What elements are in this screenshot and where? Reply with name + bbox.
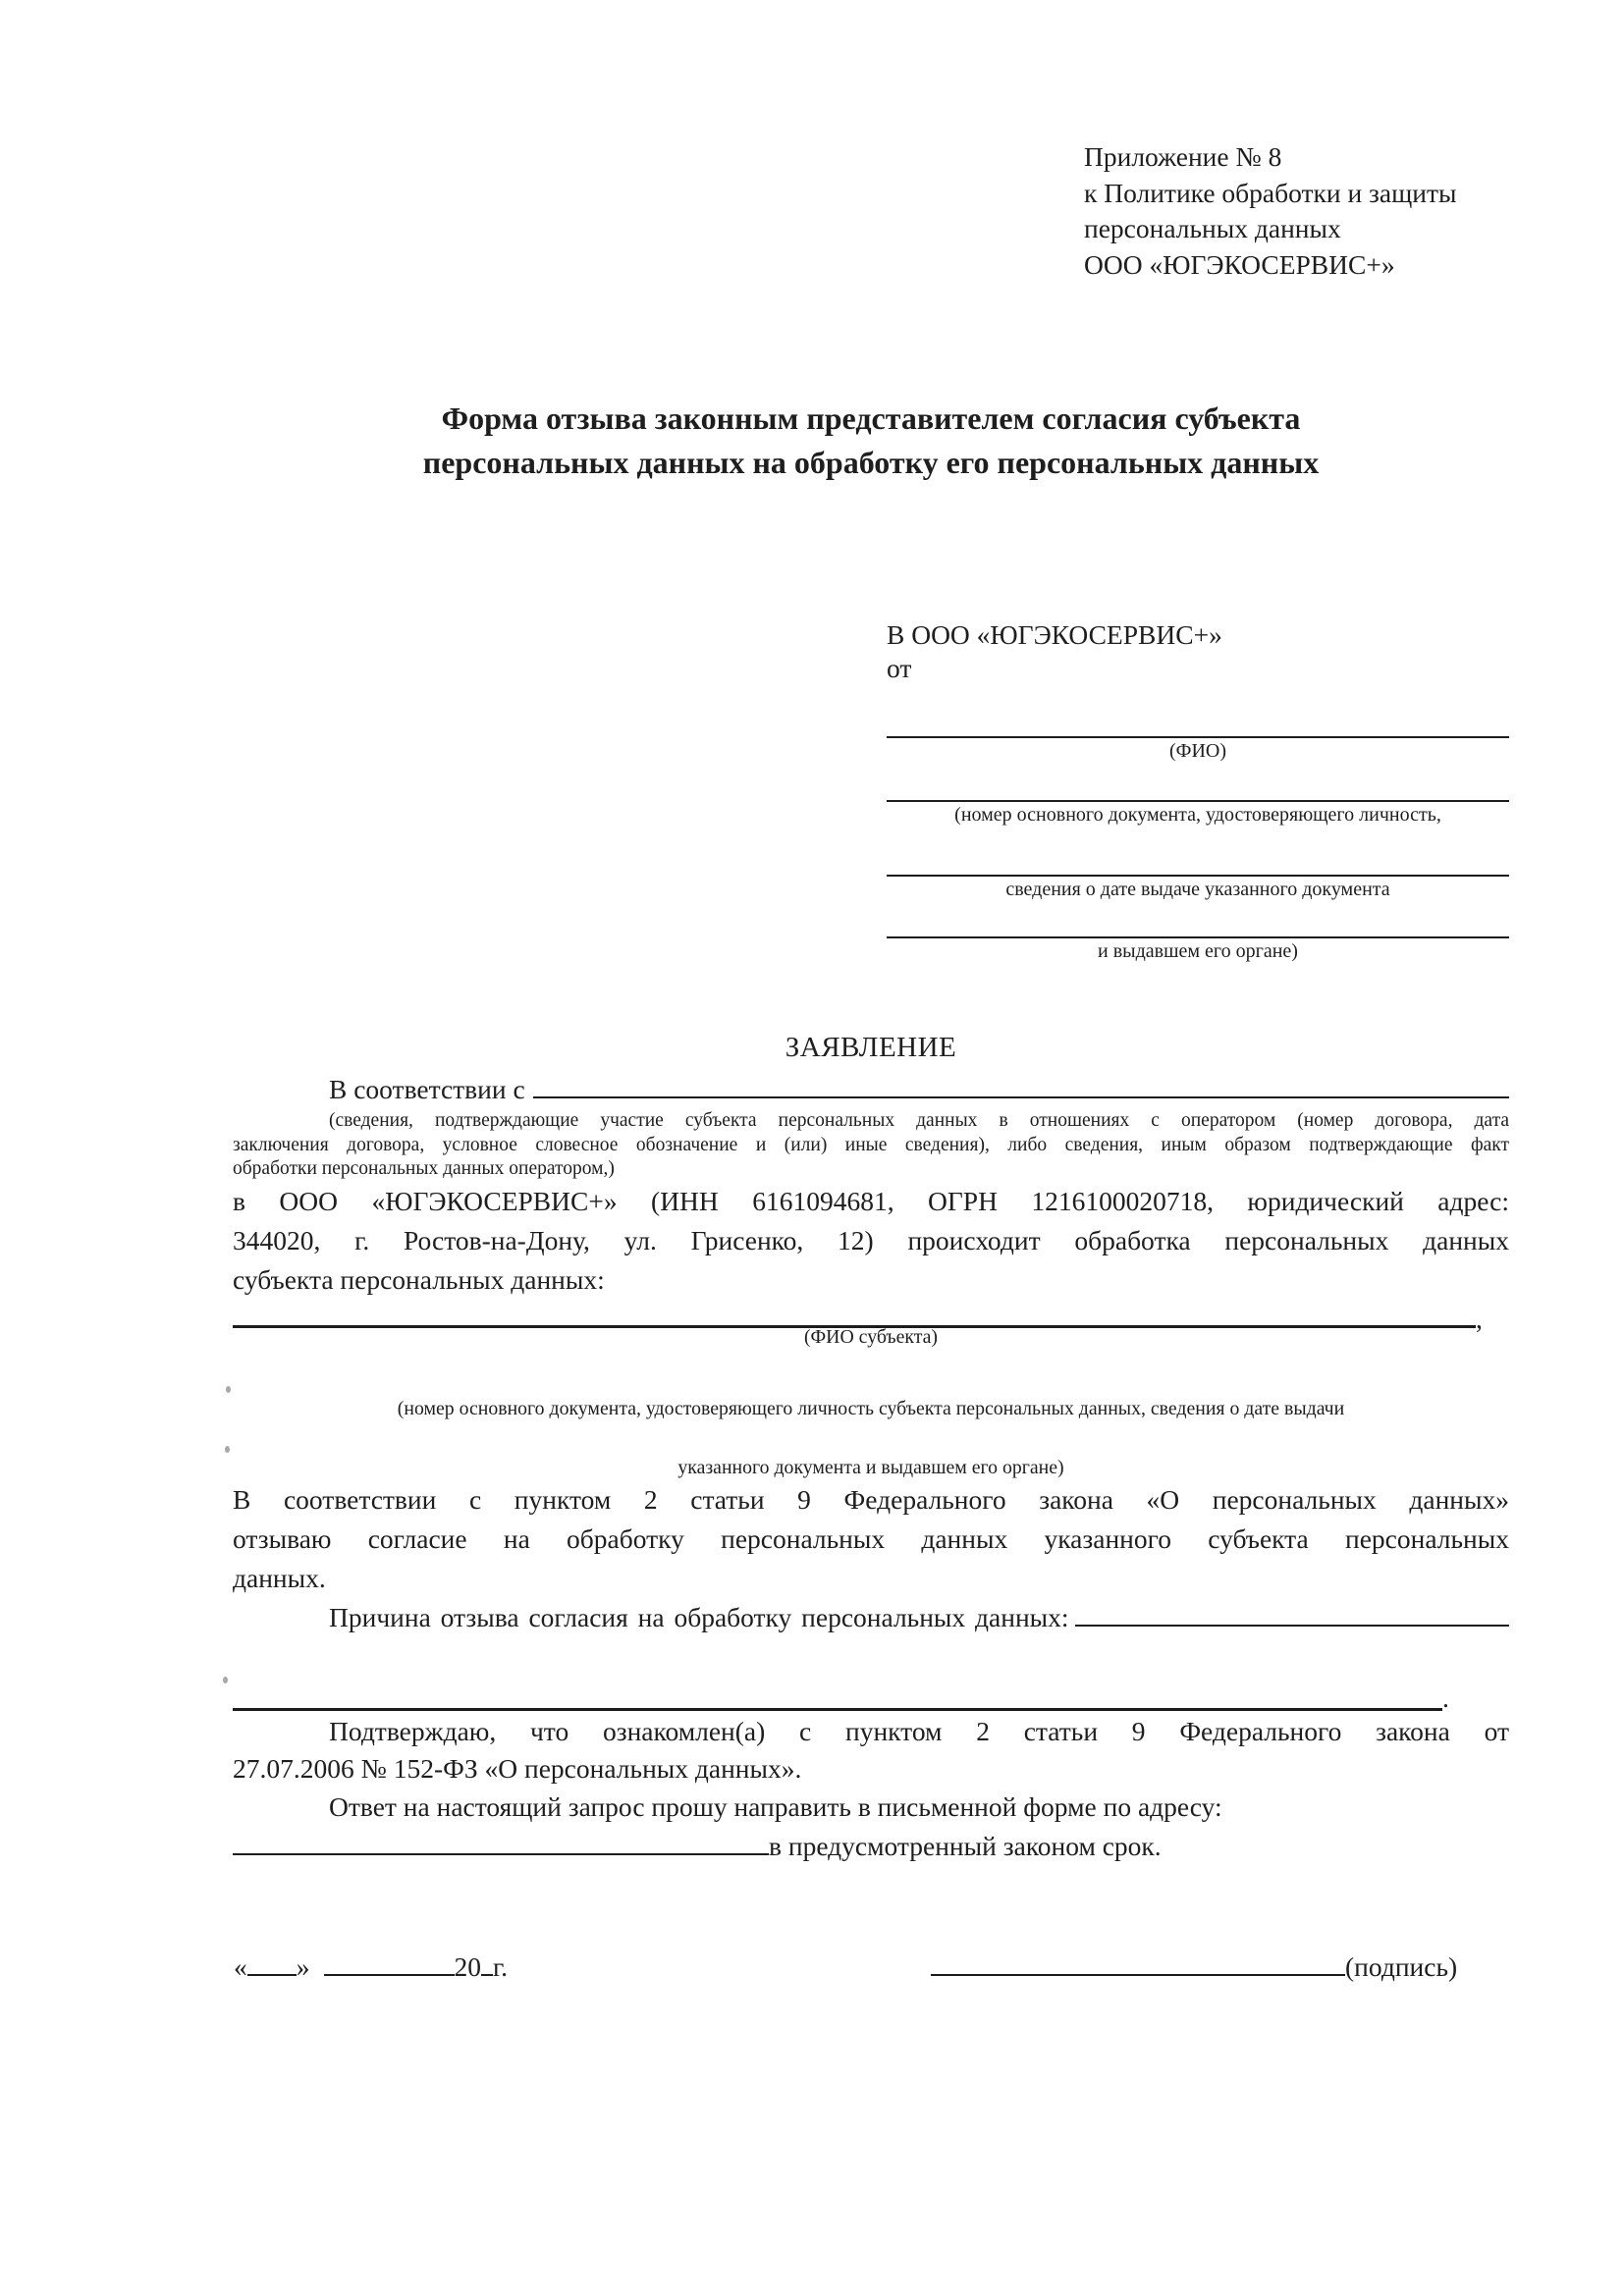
subject-row xyxy=(233,1300,1509,1334)
scan-artifact-dot xyxy=(225,1446,230,1453)
scan-artifact-dot xyxy=(226,1386,231,1393)
signature-caption: (подпись) xyxy=(1345,1951,1458,1982)
date-year-fill-line[interactable] xyxy=(481,1974,493,1976)
reason-prefix: Причина отзыва согласия на обработку персональных данных: xyxy=(329,1601,1069,1632)
date-row xyxy=(234,1951,508,1985)
confirm-paragraph: Подтверждаю, что ознакомлен(а) с пунктом 2 статьи 9 Федерального закона от 27.07.2006 № 152-ФЗ «О персональных данных». xyxy=(233,1715,1509,1784)
basis-fill-line[interactable] xyxy=(533,1096,1509,1098)
date-close-quote: » xyxy=(296,1951,310,1982)
statement-heading: ЗАЯВЛЕНИЕ xyxy=(785,1032,957,1063)
date-month-fill-line[interactable] xyxy=(324,1974,455,1976)
addressee-block xyxy=(887,618,1509,964)
reason-fill-line[interactable] xyxy=(1075,1625,1509,1627)
fio-caption: (ФИО) xyxy=(1168,740,1226,762)
date-open-quote: « xyxy=(234,1951,247,1982)
response-tail: в предусмотренный законом срок. xyxy=(769,1830,1162,1861)
scan-artifact-dot xyxy=(223,1677,228,1683)
subject-doc-caption-1: (номер основного документа, удостоверяющего личность субъекта персональных данных, сведения о дате выдачи xyxy=(397,1397,1345,1419)
reason-fill-line-2[interactable] xyxy=(233,1679,1442,1711)
date-year-suffix: г. xyxy=(493,1951,509,1982)
subject-fio-caption: (ФИО субъекта) xyxy=(803,1325,939,1348)
operator-paragraph: в ООО «ЮГЭКОСЕРВИС+» (ИНН 6161094681, ОГРН 1216100020718, юридический адрес: 344020, г. Ростов-на-Дону, ул. Грисенко, 12) происходит обработка персональных данных субъекта персональных данных: xyxy=(233,1185,1509,1295)
statement-body xyxy=(233,1031,1509,1866)
intro-prefix: В соответствии с xyxy=(329,1074,525,1104)
response-paragraph: Ответ на настоящий запрос прошу направить в письменной форме по адресу: xyxy=(329,1790,1222,1822)
addressee-to: В ООО «ЮГЭКОСЕРВИС+» xyxy=(887,619,1222,650)
signature-fill-line[interactable] xyxy=(931,1974,1345,1976)
reason-row xyxy=(233,1598,1509,1637)
document-title: Форма отзыва законным представителем согласия субъекта персональных данных на обработку его персональных данных xyxy=(422,400,1320,480)
appendix-note: Приложение № 8 к Политике обработки и защиты персональных данных ООО «ЮГЭКОСЕРВИС+» xyxy=(1084,141,1457,280)
doc-issuer-fill-line[interactable] xyxy=(887,902,1509,938)
intro-row xyxy=(233,1070,1509,1109)
doc-number-fill-line[interactable] xyxy=(887,764,1509,802)
reason-continuation-row xyxy=(233,1682,1509,1711)
doc-issuer-caption: и выдавшем его органе) xyxy=(1098,940,1298,962)
doc-date-caption: сведения о дате выдаче указанного документа xyxy=(1005,879,1390,900)
doc-date-fill-line[interactable] xyxy=(887,828,1509,877)
signature-row xyxy=(931,1951,1457,1985)
reason-line-period: . xyxy=(1442,1682,1449,1713)
addressee-from-label: от xyxy=(887,653,912,683)
date-day-fill-line[interactable] xyxy=(247,1974,297,1976)
address-fill-line[interactable] xyxy=(233,1853,769,1855)
basis-note: (сведения, подтверждающие участие субъекта персональных данных в отношениях с оператором (номер договора, дата заключения договора, условное словесное обозначение и (или) иные сведения), либо сведения, иным образом подтверждающие факт обработки персональных данных оператором,) xyxy=(233,1110,1509,1180)
withdraw-paragraph: В соответствии с пунктом 2 статьи 9 Федерального закона «О персональных данных» отзываю согласие на обработку персональных данных указанного субъекта персональных данных. xyxy=(233,1483,1509,1593)
fio-fill-line[interactable] xyxy=(887,685,1509,738)
response-address-row xyxy=(233,1827,1509,1866)
doc-number-caption: (номер основного документа, удостоверяющего личность, xyxy=(954,804,1441,826)
date-year-prefix: 20 xyxy=(454,1951,481,1982)
subject-line-comma: , xyxy=(1476,1303,1483,1334)
subject-doc-caption-2: указанного документа и выдавшем его органе) xyxy=(677,1456,1064,1478)
